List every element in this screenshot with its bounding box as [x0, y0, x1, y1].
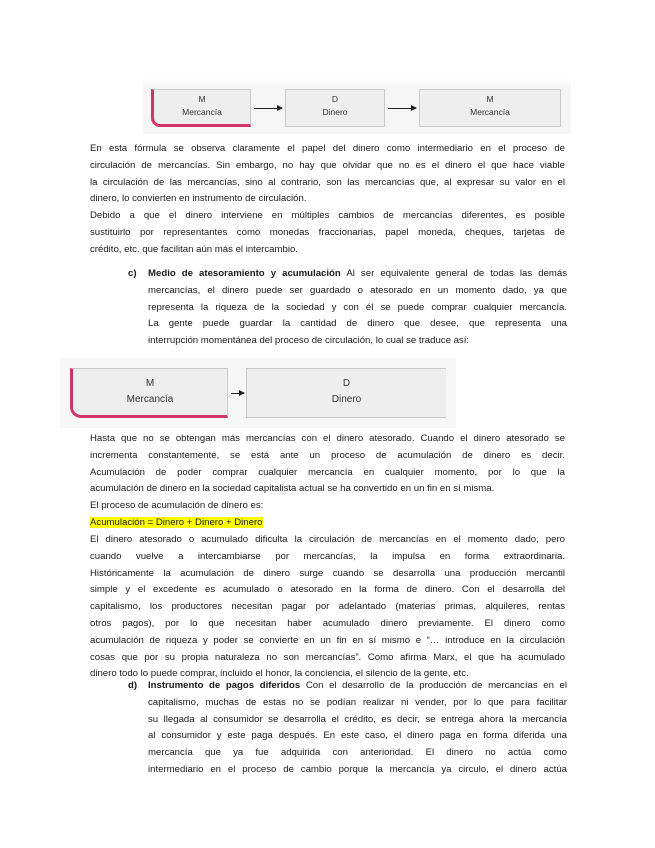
text-line: sustituirlo por representantes como monedas fraccionarias, papel moneda, cheques, tarjetas de — [90, 226, 565, 238]
box-code: M — [198, 94, 206, 104]
text-line: mercancías, el dinero puede ser guardado o atesorado en un momento dado, ya que — [148, 284, 567, 296]
text-line: circulación de mercancías. Sin embargo, no hay que olvidar que no es el dinero el que hace viable — [90, 159, 565, 171]
list-item-atesoramiento — [148, 266, 567, 350]
cropped-figure-edge — [143, 78, 571, 86]
right-arrow-icon — [254, 108, 282, 109]
box-code: M — [145, 378, 155, 389]
text-line: otros pagos), por lo que necesitan haber acumulado dinero previamente. El dinero como — [90, 617, 565, 629]
text-line: El proceso de acumulación de dinero es: — [90, 500, 264, 512]
box-label: Mercancía — [182, 107, 222, 117]
right-arrow-icon — [388, 108, 416, 109]
item-title: Instrumento de pagos diferidos — [148, 680, 301, 691]
text-line: incrementa constantemente, se está ante un proceso de acumulación de dinero es decir. — [90, 449, 565, 461]
text-line: Hasta que no se obtengan más mercancías con el dinero atesorado. Cuando el dinero atesorado se — [90, 433, 565, 444]
text-line: dinero todo lo puede comprar, incluido el honor, la conciencia, el silencio de la gente, etc. — [90, 668, 469, 680]
paragraph-representantes — [90, 208, 565, 258]
item-first-line: Con el desarrollo de la producción de mercancías en el — [305, 680, 567, 691]
diagram-box-dinero — [246, 368, 446, 418]
diagram-box-dinero — [285, 89, 385, 127]
text-line: dinero, lo convierten en instrumento de circulación. — [90, 193, 307, 205]
paragraph-dificulta — [90, 532, 565, 683]
text-line: Históricamente la acumulación de dinero surge cuando se desarrolla una producción mercantil — [90, 567, 565, 579]
text-line: al consumidor y este paga después. En este caso, el dinero paga en forma diferida una — [148, 730, 567, 742]
text-line: cuando vuelve a intercambiarse por mercancías, la impulsa en forma extraordinaria. — [90, 550, 565, 562]
text-line: El dinero atesorado o acumulado dificulta la circulación de mercancías en el momento dado, pero — [90, 534, 565, 545]
text-line: capitalismo, los productores necesitan pagar por adelantado (materias primas, alquileres, rentas — [90, 601, 565, 613]
box-label: Dinero — [331, 394, 362, 405]
box-label: Mercancía — [470, 107, 510, 117]
text-line: interrupción momentánea del proceso de circulación, lo cual se traduce así: — [148, 335, 470, 347]
text-line: simple y el excedente es acumulado o atesorado en la forma de dinero. Con el desarrolla del — [90, 584, 565, 596]
formula-line — [90, 515, 565, 532]
text-line: capitalismo, muchas de estas no se podían realizar ni vender, por lo que para facilitar — [148, 696, 567, 708]
text-line: intermediario en el proceso de cambio porque la mercancía ya circulo, el dinero actúa — [148, 763, 567, 775]
text-line: la circulación de las mercancías, sino al contrario, son las mercancías que, al expresar su valor en el — [90, 176, 565, 188]
text-line: En esta fórmula se observa claramente el papel del dinero como intermediario en el proceso de — [90, 143, 565, 154]
item-first-line: Al ser equivalente general de todas las demás — [346, 268, 567, 279]
text-line: Debido a que el dinero interviene en múltiples cambios de mercancías diferentes, es posible — [90, 210, 565, 221]
box-code: D — [342, 378, 351, 389]
box-label: Mercancía — [126, 394, 174, 405]
text-line: cosas que por su propia naturaleza no son mercancías”. Como afirma Marx, el que ha acumulado — [90, 651, 565, 663]
list-marker-d: d) — [128, 680, 138, 691]
hoarding-diagram — [60, 358, 456, 428]
text-line: su llegada al consumidor se desarrolla el crédito, es decir, se entrega ahora la mercancía — [148, 713, 567, 725]
box-code: M — [486, 94, 494, 104]
text-line: mercancía que ya fue adquirida con anterioridad. El dinero no actúa como — [148, 747, 567, 759]
text-line: acumulación de riqueza y poder se convierte en un fin en sí mismo e “… introduce en la circulación — [90, 634, 565, 646]
list-marker-c: c) — [128, 268, 137, 279]
diagram-box-mercancia — [419, 89, 561, 127]
list-item-pagos-diferidos — [148, 678, 567, 779]
item-title: Medio de atesoramiento y acumulación — [148, 268, 341, 279]
right-arrow-icon — [231, 393, 244, 394]
highlighted-formula: Acumulación = Dinero + Dinero + Dinero — [90, 517, 263, 528]
diagram-box-mercancia — [151, 89, 251, 127]
text-line: La gente puede guardar la cantidad de dinero que desee, que representa una — [148, 318, 567, 330]
paragraph-circulation — [90, 141, 565, 208]
box-label: Dinero — [322, 107, 348, 117]
text-line: acumulación de dinero en la sociedad capitalista actual se ha convertido en un fin en sí misma. — [90, 483, 495, 495]
box-code: D — [331, 94, 339, 104]
paragraph-acumulacion — [90, 431, 565, 515]
circulation-diagram — [143, 78, 571, 134]
text-line — [148, 266, 567, 283]
text-line: representa la riqueza de la sociedad y con él se puede comprar cualquier mercancía. — [148, 301, 567, 313]
text-line: crédito, etc. que facilitan aún más el intercambio. — [90, 243, 298, 255]
diagram-box-mercancia — [70, 368, 228, 418]
text-line — [148, 678, 567, 695]
text-line: Acumulación de poder comprar cualquier mercancía en cualquier momento, por lo que la — [90, 466, 565, 478]
